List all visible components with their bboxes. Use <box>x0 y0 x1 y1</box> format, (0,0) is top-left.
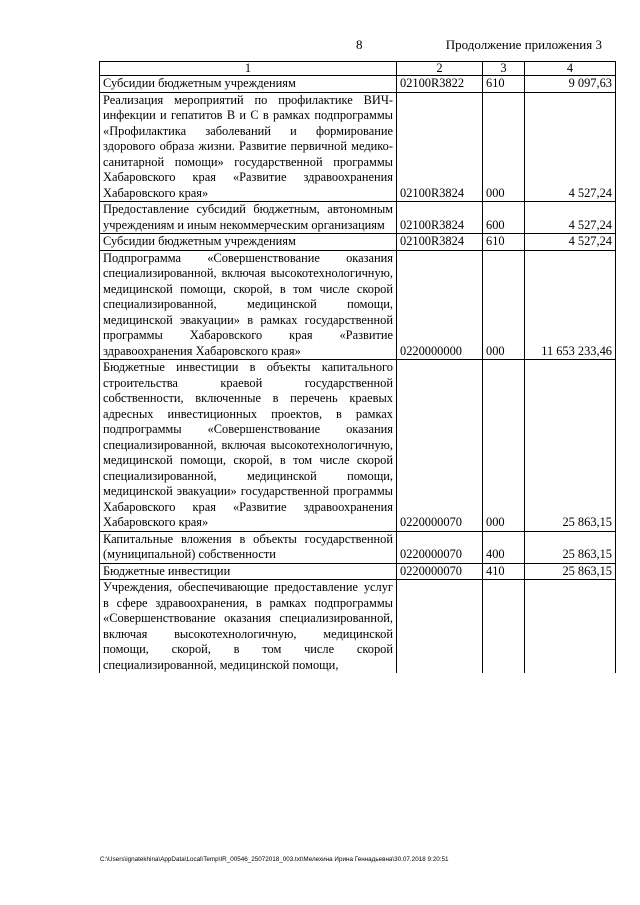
column-header: 2 <box>397 62 483 76</box>
appendix-note: Продолжение приложения 3 <box>445 37 602 52</box>
row-name-cell: Учреждения, обеспечивающие предоставление услуг в сфере здравоохранения, в рамках подпрограммы «Совершенствование оказания специализированной, включая высокотехнологичную, медицинской помощи, скорой, в том числе скорой специализированной, медицинской помощи, <box>100 580 397 674</box>
table-row <box>100 202 616 234</box>
row-name-cell: Реализация мероприятий по профилактике ВИЧ-инфекции и гепатитов В и С в рамках подпрограммы «Профилактика заболеваний и формирование здорового образа жизни. Развитие первичной медико-санитарной помощи» государственной программы Хабаровского края «Развитие здравоохранения Хабаровского края» <box>100 92 397 202</box>
amount-cell: 11 653 233,46 <box>525 250 616 360</box>
table-row <box>100 76 616 93</box>
row-name-cell: Бюджетные инвестиции в объекты капитального строительства краевой государственной собственности, включенные в перечень краевых адресных инвестиционных проектов, в рамках подпрограммы «Совершенствование оказания специализированной, включая высокотехнологичную, медицинской помощи, скорой, в том числе скорой специализированной, медицинской помощи, медицинской эвакуации» государственной программы Хабаровского края «Развитие здравоохранения Хабаровского края» <box>100 360 397 532</box>
target-article-cell: 0220000070 <box>397 563 483 580</box>
expense-type-cell: 000 <box>483 360 525 532</box>
row-name-cell: Бюджетные инвестиции <box>100 563 397 580</box>
table-row <box>100 234 616 251</box>
expense-type-cell <box>483 580 525 674</box>
target-article-cell: 02100R3824 <box>397 234 483 251</box>
expense-type-cell: 410 <box>483 563 525 580</box>
row-name-cell: Субсидии бюджетным учреждениям <box>100 76 397 93</box>
amount-cell: 4 527,24 <box>525 234 616 251</box>
row-name-cell: Подпрограмма «Совершенствование оказания специализированной, включая высокотехнологичную, медицинской помощи, скорой, в том числе скорой специализированной, медицинской помощи, медицинской эвакуации» в рамках государственной программы Хабаровского края «Развитие здравоохранения Хабаровского края» <box>100 250 397 360</box>
table-row <box>100 563 616 580</box>
target-article-cell <box>397 580 483 674</box>
table-row <box>100 531 616 563</box>
target-article-cell: 0220000000 <box>397 250 483 360</box>
row-name-cell: Предоставление субсидий бюджетным, автономным учреждениям и иным некоммерческим организациям <box>100 202 397 234</box>
amount-cell: 25 863,15 <box>525 563 616 580</box>
amount-cell: 25 863,15 <box>525 360 616 532</box>
column-header: 1 <box>100 62 397 76</box>
table-row <box>100 580 616 674</box>
expense-type-cell: 610 <box>483 234 525 251</box>
table-row <box>100 250 616 360</box>
expense-type-cell: 400 <box>483 531 525 563</box>
target-article-cell: 02100R3824 <box>397 202 483 234</box>
row-name-cell: Капитальные вложения в объекты государственной (муниципальной) собственности <box>100 531 397 563</box>
row-name-cell: Субсидии бюджетным учреждениям <box>100 234 397 251</box>
expense-type-cell: 600 <box>483 202 525 234</box>
column-header: 3 <box>483 62 525 76</box>
amount-cell: 4 527,24 <box>525 92 616 202</box>
table-row <box>100 92 616 202</box>
table-row <box>100 360 616 532</box>
table-header-row <box>100 62 616 76</box>
expense-type-cell: 610 <box>483 76 525 93</box>
expense-type-cell: 000 <box>483 250 525 360</box>
budget-table <box>99 61 616 673</box>
amount-cell: 9 097,63 <box>525 76 616 93</box>
file-path-footer: C:\Users\ignatekhina\AppData\Local\Temp\IR_00546_25072018_003.txt\Мелехина Ирина Геннадьевна\30.07.2018 9:20:51 <box>100 856 449 863</box>
amount-cell: 4 527,24 <box>525 202 616 234</box>
target-article-cell: 02100R3824 <box>397 92 483 202</box>
target-article-cell: 0220000070 <box>397 360 483 532</box>
page-number: 8 <box>356 37 363 52</box>
target-article-cell: 02100R3822 <box>397 76 483 93</box>
amount-cell <box>525 580 616 674</box>
target-article-cell: 0220000070 <box>397 531 483 563</box>
expense-type-cell: 000 <box>483 92 525 202</box>
amount-cell: 25 863,15 <box>525 531 616 563</box>
column-header: 4 <box>525 62 616 76</box>
